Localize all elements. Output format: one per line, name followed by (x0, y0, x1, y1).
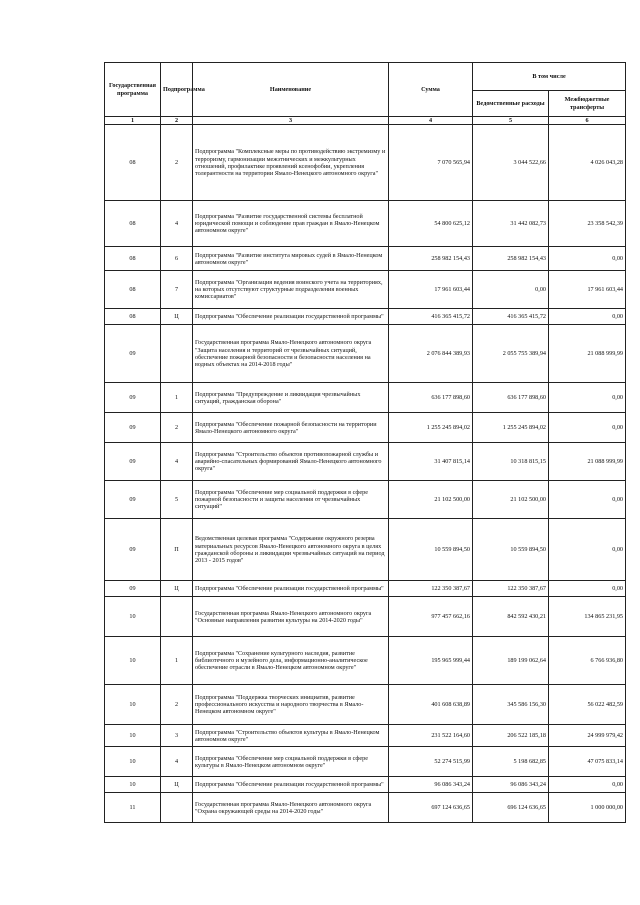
subprogram-code (161, 793, 193, 823)
interbudget-transfers-cell: 0,00 (549, 247, 626, 271)
interbudget-transfers-cell: 134 865 231,95 (549, 597, 626, 637)
subprogram-code: 2 (161, 125, 193, 201)
sum-cell: 697 124 636,65 (389, 793, 473, 823)
header-interbudget-transfers: Межбюджетные трансферты (549, 91, 626, 117)
interbudget-transfers-cell: 6 766 936,80 (549, 637, 626, 685)
subprogram-code: 1 (161, 383, 193, 413)
departmental-expenses-cell: 345 586 156,30 (473, 685, 549, 725)
program-name: Подпрограмма "Строительство объектов культуры в Ямало-Ненецком автономном округе" (193, 725, 389, 747)
program-name: Подпрограмма "Развитие государственной системы бесплатной юридической помощи и соблюдение прав граждан в Ямало-Ненецком автономном округе" (193, 201, 389, 247)
interbudget-transfers-cell: 0,00 (549, 383, 626, 413)
subprogram-code: 4 (161, 201, 193, 247)
header-name: Наименование (193, 63, 389, 117)
column-index: 2 (161, 117, 193, 125)
state-program-code: 10 (105, 597, 161, 637)
subprogram-code: 2 (161, 413, 193, 443)
state-program-code: 09 (105, 325, 161, 383)
state-program-code: 10 (105, 685, 161, 725)
program-name: Государственная программа Ямало-Ненецкого автономного округа "Охрана окружающей среды на 2014-2020 годы" (193, 793, 389, 823)
departmental-expenses-cell: 416 365 415,72 (473, 309, 549, 325)
program-name: Государственная программа Ямало-Ненецкого автономного округа "Защита населения и территорий от чрезвычайных ситуаций, обеспечение пожарной безопасности и безопасности населения на водных объектах на 2014-2018 годы" (193, 325, 389, 383)
table-row (105, 519, 626, 581)
header-departmental-expenses: Ведомственные расходы (473, 91, 549, 117)
state-program-code: 08 (105, 271, 161, 309)
program-name: Подпрограмма "Поддержка творческих инициатив, развитие профессионального искусства и народного творчества в Ямало-Ненецком автономном округе" (193, 685, 389, 725)
table-row (105, 685, 626, 725)
sum-cell: 17 961 603,44 (389, 271, 473, 309)
subprogram-code: 5 (161, 481, 193, 519)
subprogram-code (161, 597, 193, 637)
departmental-expenses-cell: 206 522 185,18 (473, 725, 549, 747)
departmental-expenses-cell: 696 124 636,65 (473, 793, 549, 823)
interbudget-transfers-cell: 21 088 999,99 (549, 325, 626, 383)
state-program-code: 08 (105, 201, 161, 247)
table-row (105, 125, 626, 201)
program-name: Подпрограмма "Обеспечение пожарной безопасности на территории Ямало-Ненецкого автономного округа" (193, 413, 389, 443)
interbudget-transfers-cell: 1 000 000,00 (549, 793, 626, 823)
table-row (105, 793, 626, 823)
subprogram-code: 3 (161, 725, 193, 747)
sum-cell: 1 255 245 894,02 (389, 413, 473, 443)
state-program-code: 10 (105, 725, 161, 747)
header-subprogram: Подпрограмма (161, 63, 193, 117)
sum-cell: 31 407 815,14 (389, 443, 473, 481)
interbudget-transfers-cell: 47 075 833,14 (549, 747, 626, 777)
departmental-expenses-cell: 5 198 682,85 (473, 747, 549, 777)
sum-cell: 7 070 565,94 (389, 125, 473, 201)
interbudget-transfers-cell: 24 999 979,42 (549, 725, 626, 747)
table-row (105, 309, 626, 325)
sum-cell: 96 086 343,24 (389, 777, 473, 793)
departmental-expenses-cell: 1 255 245 894,02 (473, 413, 549, 443)
interbudget-transfers-cell: 0,00 (549, 519, 626, 581)
state-program-code: 11 (105, 793, 161, 823)
sum-cell: 636 177 898,60 (389, 383, 473, 413)
departmental-expenses-cell: 2 055 755 389,94 (473, 325, 549, 383)
table-row (105, 637, 626, 685)
table-row (105, 271, 626, 309)
header-sum: Сумма (389, 63, 473, 117)
subprogram-code: 4 (161, 747, 193, 777)
subprogram-code: Ц (161, 581, 193, 597)
header-state-program: Государственная программа (105, 63, 161, 117)
interbudget-transfers-cell: 0,00 (549, 309, 626, 325)
column-index-row (105, 117, 626, 125)
sum-cell: 52 274 515,99 (389, 747, 473, 777)
subprogram-code: Ц (161, 309, 193, 325)
subprogram-code: 1 (161, 637, 193, 685)
subprogram-code (161, 325, 193, 383)
departmental-expenses-cell: 3 044 522,66 (473, 125, 549, 201)
program-name: Подпрограмма "Сохранение культурного наследия, развитие библиотечного и музейного дела, информационно-аналитическое обеспечение отрасли в Ямало-Ненецком автономном округе" (193, 637, 389, 685)
interbudget-transfers-cell: 4 026 043,28 (549, 125, 626, 201)
state-program-code: 10 (105, 747, 161, 777)
program-name: Ведомственная целевая программа "Содержание окружного резерва материальных ресурсов Ямало-Ненецкого автономного округа в целях гражданской обороны и ликвидации чрезвычайных ситуаций на период 2013 - 2015 годов" (193, 519, 389, 581)
sum-cell: 195 965 999,44 (389, 637, 473, 685)
interbudget-transfers-cell: 0,00 (549, 413, 626, 443)
sum-cell: 54 800 625,12 (389, 201, 473, 247)
state-program-code: 09 (105, 413, 161, 443)
table-row (105, 201, 626, 247)
departmental-expenses-cell: 258 982 154,43 (473, 247, 549, 271)
sum-cell: 416 365 415,72 (389, 309, 473, 325)
table-header (105, 63, 626, 125)
state-program-code: 09 (105, 383, 161, 413)
program-name: Подпрограмма "Обеспечение реализации государственной программы" (193, 309, 389, 325)
table-row (105, 413, 626, 443)
table-row (105, 325, 626, 383)
program-name: Государственная программа Ямало-Ненецкого автономного округа "Основные направления развития культуры на 2014-2020 годы" (193, 597, 389, 637)
program-name: Подпрограмма "Обеспечение реализации государственной программы" (193, 777, 389, 793)
table-row (105, 383, 626, 413)
interbudget-transfers-cell: 23 358 542,39 (549, 201, 626, 247)
program-name: Подпрограмма "Обеспечение реализации государственной программы" (193, 581, 389, 597)
sum-cell: 2 076 844 389,93 (389, 325, 473, 383)
sum-cell: 231 522 164,60 (389, 725, 473, 747)
table-body (105, 125, 626, 823)
state-program-code: 09 (105, 519, 161, 581)
column-index: 5 (473, 117, 549, 125)
sum-cell: 401 608 638,89 (389, 685, 473, 725)
subprogram-code: 6 (161, 247, 193, 271)
sum-cell: 122 350 387,67 (389, 581, 473, 597)
departmental-expenses-cell: 96 086 343,24 (473, 777, 549, 793)
program-name: Подпрограмма "Развитие института мировых судей в Ямало-Ненецком автономном округе" (193, 247, 389, 271)
interbudget-transfers-cell: 56 022 482,59 (549, 685, 626, 725)
subprogram-code: 2 (161, 685, 193, 725)
sum-cell: 10 559 894,50 (389, 519, 473, 581)
departmental-expenses-cell: 189 199 062,64 (473, 637, 549, 685)
table-row (105, 481, 626, 519)
state-program-code: 08 (105, 125, 161, 201)
table-row (105, 247, 626, 271)
interbudget-transfers-cell: 0,00 (549, 481, 626, 519)
state-program-code: 10 (105, 777, 161, 793)
budget-table (104, 62, 626, 823)
state-program-code: 08 (105, 247, 161, 271)
table-row (105, 747, 626, 777)
state-program-code: 08 (105, 309, 161, 325)
program-name: Подпрограмма "Обеспечение мер социальной поддержки в сфере пожарной безопасности и защиты населения от чрезвычайных ситуаций" (193, 481, 389, 519)
state-program-code: 09 (105, 481, 161, 519)
program-name: Подпрограмма "Предупреждение и ликвидация чрезвычайных ситуаций, гражданская оборона" (193, 383, 389, 413)
sum-cell: 977 457 662,16 (389, 597, 473, 637)
departmental-expenses-cell: 10 318 815,15 (473, 443, 549, 481)
departmental-expenses-cell: 0,00 (473, 271, 549, 309)
state-program-code: 10 (105, 637, 161, 685)
departmental-expenses-cell: 842 592 430,21 (473, 597, 549, 637)
departmental-expenses-cell: 636 177 898,60 (473, 383, 549, 413)
state-program-code: 09 (105, 581, 161, 597)
program-name: Подпрограмма "Организация ведения воинского учета на территориях, на которых отсутствуют структурные подразделения военных комиссариатов" (193, 271, 389, 309)
interbudget-transfers-cell: 17 961 603,44 (549, 271, 626, 309)
column-index: 6 (549, 117, 626, 125)
table-row (105, 725, 626, 747)
program-name: Подпрограмма "Обеспечение мер социальной поддержки в сфере культуры в Ямало-Ненецком автономном округе" (193, 747, 389, 777)
program-name: Подпрограмма "Комплексные меры по противодействию экстремизму и терроризму, гармонизации межэтнических и межкультурных отношений, профилактике проявлений ксенофобии, укрепления толерантности на территории Ямало-Ненецкого автономного округа" (193, 125, 389, 201)
table-row (105, 777, 626, 793)
interbudget-transfers-cell: 0,00 (549, 581, 626, 597)
table-row (105, 581, 626, 597)
subprogram-code: Ц (161, 777, 193, 793)
sum-cell: 258 982 154,43 (389, 247, 473, 271)
interbudget-transfers-cell: 21 088 999,99 (549, 443, 626, 481)
sum-cell: 21 102 500,00 (389, 481, 473, 519)
subprogram-code: П (161, 519, 193, 581)
table-row (105, 443, 626, 481)
column-index: 3 (193, 117, 389, 125)
subprogram-code: 7 (161, 271, 193, 309)
header-including: В том числе (473, 63, 626, 91)
departmental-expenses-cell: 10 559 894,50 (473, 519, 549, 581)
departmental-expenses-cell: 122 350 387,67 (473, 581, 549, 597)
table-row (105, 597, 626, 637)
departmental-expenses-cell: 31 442 082,73 (473, 201, 549, 247)
state-program-code: 09 (105, 443, 161, 481)
program-name: Подпрограмма "Строительство объектов противопожарной службы и аварийно-спасательных формирований Ямало-Ненецкого автономного округа" (193, 443, 389, 481)
column-index: 4 (389, 117, 473, 125)
departmental-expenses-cell: 21 102 500,00 (473, 481, 549, 519)
column-index: 1 (105, 117, 161, 125)
interbudget-transfers-cell: 0,00 (549, 777, 626, 793)
subprogram-code: 4 (161, 443, 193, 481)
